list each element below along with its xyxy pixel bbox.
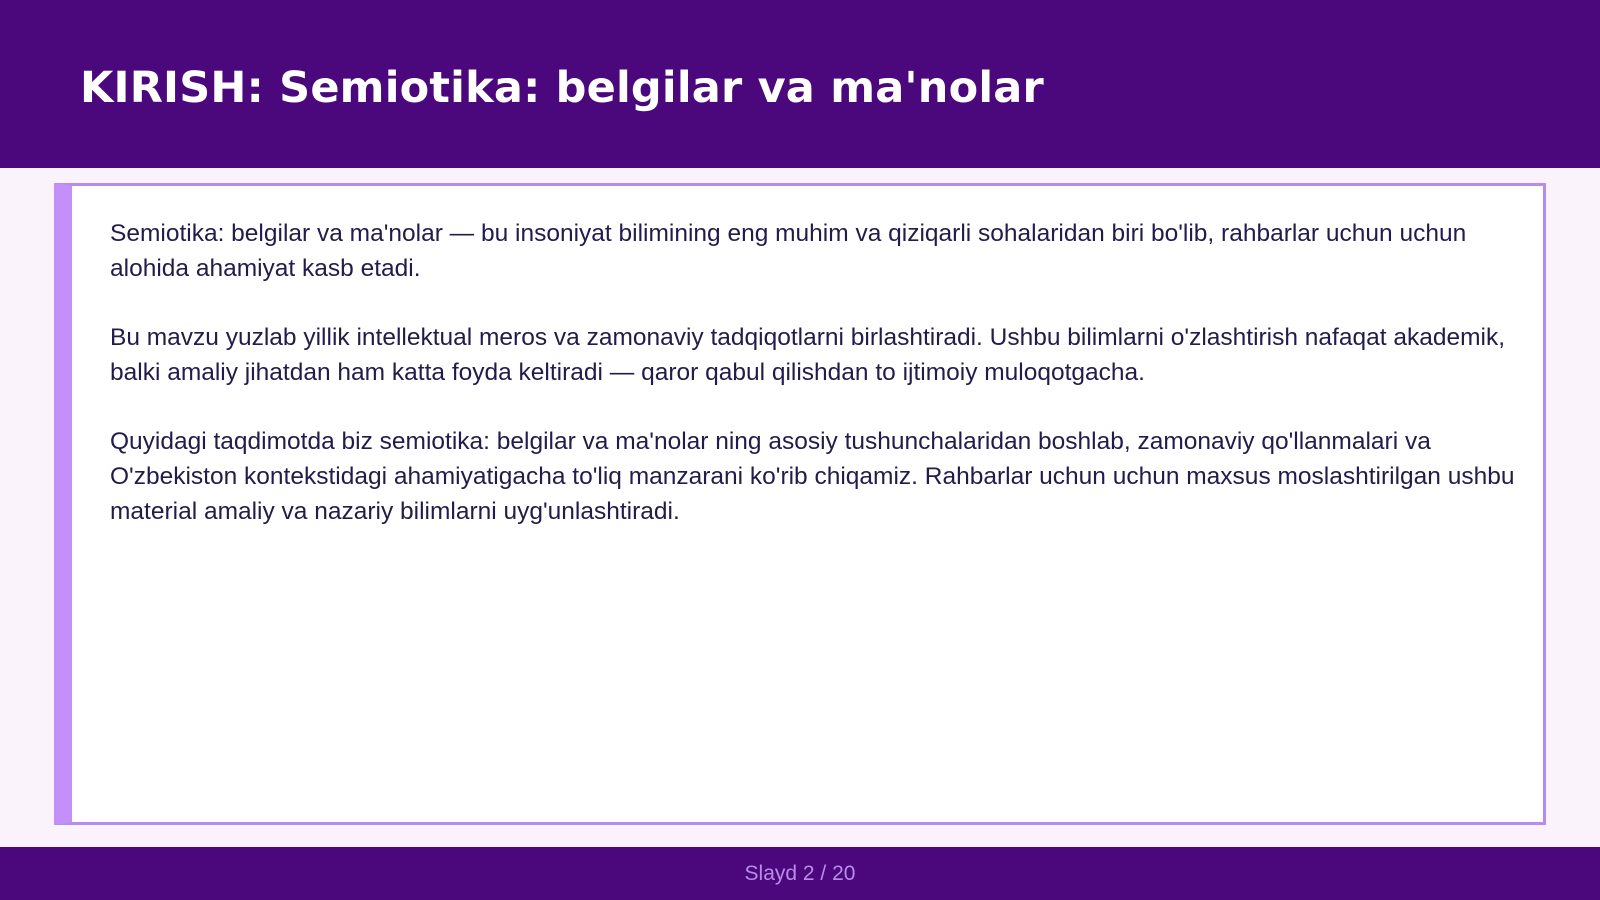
slide-body <box>110 216 1518 563</box>
body-paragraph: Quyidagi taqdimotda biz semiotika: belgilar va ma'nolar ning asosiy tushunchalaridan boshlab, zamonaviy qo'llanmalari va O'zbekiston kontekstidagi ahamiyatigacha to'liq manzarani ko'rib chiqamiz. Rahbarlar uchun uchun maxsus moslashtirilgan ushbu material amaliy va nazariy bilimlarni uyg'unlashtiradi. <box>110 428 1515 525</box>
body-paragraph: Bu mavzu yuzlab yillik intellektual meros va zamonaviy tadqiqotlarni birlashtiradi. Ushbu bilimlarni o'zlashtirish nafaqat akademik, balki amaliy jihatdan ham katta foyda keltiradi — qaror qabul qilishdan to ijtimoiy muloqotgacha. <box>110 324 1506 386</box>
slide-title: KIRISH: Semiotika: belgilar va ma'nolar <box>80 63 1044 113</box>
slide-header <box>0 0 1600 168</box>
slide-counter: Slayd 2 / 20 <box>744 861 856 885</box>
body-paragraph: Semiotika: belgilar va ma'nolar — bu insoniyat bilimining eng muhim va qiziqarli sohalaridan biri bo'lib, rahbarlar uchun uchun alohida ahamiyat kasb etadi. <box>110 220 1467 282</box>
slide-footer <box>0 847 1600 900</box>
content-card <box>54 183 1546 825</box>
